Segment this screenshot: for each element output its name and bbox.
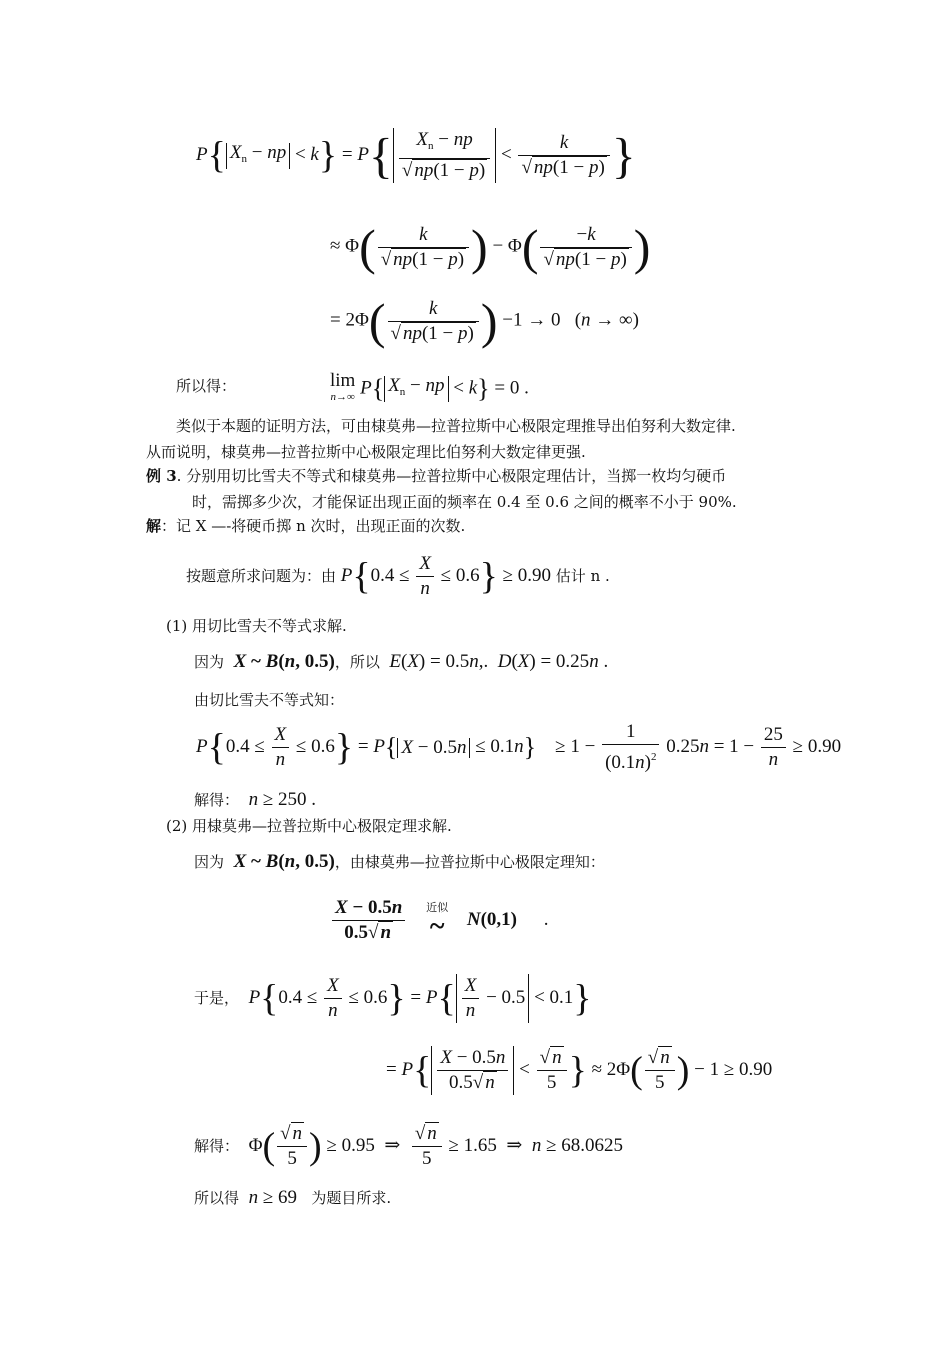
paragraph-line-1: 类似于本题的证明方法，可由棣莫弗—拉普拉斯中心极限定理推导出伯努利大数定律. <box>176 417 736 435</box>
approx-label: 近似 <box>426 901 449 914</box>
equation-prob-ratio: P{ $X_n$ − np < k} = P{ $\frac{X_n - np}{√ np(1 - p)}$ < $\frac{k}{√ np(1 - p)}$ } <box>196 127 636 184</box>
problem-statement: 按题意所求问题为：由 P{0.4 ≤ $\frac{X}{n}$ ≤ 0.6} ≥ 0.90 估计 n . <box>186 553 610 599</box>
chebyshev-know: 由切比雪夫不等式知： <box>194 691 345 709</box>
part-2-result: 解得： Φ( $\frac{√ n}{5}$ ) ≥ 0.95 ⇒ $\frac{√ n}{5}$ ≥ 1.65 ⇒ n ≥ 68.0625 <box>194 1123 624 1169</box>
equation-limit-zero: = 2Φ( $\frac{k}{√ np(1 - p)}$ ) −1 → 0 (n → ∞) <box>330 293 639 349</box>
part-1-heading: (1) 用切比雪夫不等式求解. <box>166 617 347 635</box>
yushi-line: 于是， P{0.4 ≤ $\frac{X}{n}$ ≤ 0.6} = P{ $\frac{X}{n}$ − 0.5 < 0.1} <box>194 975 592 1021</box>
example-3-line-1: 例 3. 分别用切比雪夫不等式和棣莫弗—拉普拉斯中心极限定理估计，当掷一枚均匀硬币 <box>146 467 727 485</box>
solution-label: 解 <box>146 517 162 535</box>
paragraph-line-2: 从而说明，棣莫弗—拉普拉斯中心极限定理比伯努利大数定律更强. <box>146 443 586 461</box>
equation-chebyshev: P{0.4 ≤ $\frac{X}{n}$ ≤ 0.6} = P{ X − 0.5n ≤ 0.1n} ≥ 1 − $\frac{1}{(0.1n)^2}$ 0.25n = 1 − $\frac{25}{n}$ ≥ 0.90 <box>196 721 842 773</box>
part-1-result: 解得： n ≥ 250 . <box>194 789 316 810</box>
part-1-distribution: 因为 X ~ B(n, 0.5)，所以 E(X) = 0.5n,. D(X) = 0.25n . <box>194 651 609 672</box>
solution-intro: 解：记 X —-将硬币掷 n 次时，出现正面的次数. <box>146 517 466 535</box>
equation-lim: lim n→∞ P{ $X_n$ − np < k} = 0 . <box>330 370 529 403</box>
part-2-distribution: 因为 X ~ B(n, 0.5)，由棣莫弗—拉普拉斯中心极限定理知： <box>194 851 605 872</box>
equation-normal-approx: $\frac{X - 0.5n}{0.5√ n}$ 近似 ~ N(0,1) . <box>330 896 548 952</box>
suoyide-label: 所以得： <box>176 377 237 395</box>
example-3-line-2: 时，需掷多少次，才能保证出现正面的频率在 0.4 至 0.6 之间的概率不小于 90%. <box>192 493 737 511</box>
final-answer: 所以得 n ≥ 69 为题目所求. <box>194 1187 392 1208</box>
example-label: 例 3 <box>146 467 177 485</box>
equation-phi-approx: ≈ Φ( $\frac{k}{√ np(1 - p)}$ ) − Φ( $\frac{-k}{√ np(1 - p)}$ ) <box>330 219 651 275</box>
equation-normal-prob: = P{ $\frac{X - 0.5n}{0.5√ n}$ < $\frac{√ n}{5}$ } ≈ 2Φ( $\frac{√ n}{5}$ ) − 1 ≥ 0.90 <box>386 1047 773 1093</box>
part-2-heading: (2) 用棣莫弗—拉普拉斯中心极限定理求解. <box>166 817 452 835</box>
